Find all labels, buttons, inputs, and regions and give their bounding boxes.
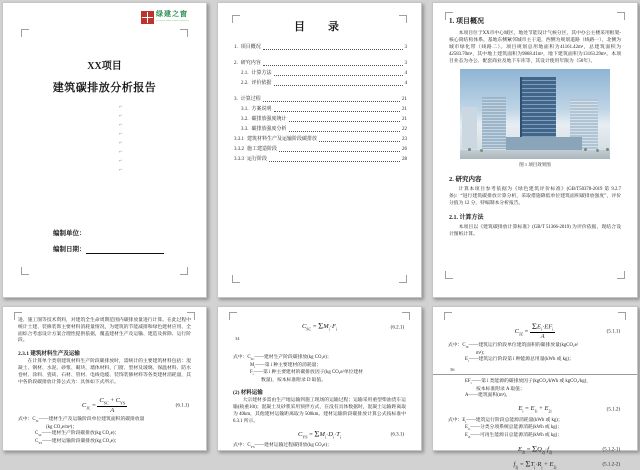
toc-entry-number: 3.3.1 <box>234 137 244 142</box>
text-boundary-mark <box>445 12 453 20</box>
toc-entry-title: 研究内容 <box>240 61 261 66</box>
text-boundary-mark <box>232 15 240 23</box>
formula-e2i: $E_{2i} = \Sigma Q_{2j}\cdot f_{2j}$ (5.1.2-1) <box>517 443 620 455</box>
tree-dots <box>468 148 471 151</box>
paragraph-mark: ↵ <box>119 113 123 118</box>
text-boundary-mark <box>180 267 188 275</box>
toc-entry-title: 评价依据 <box>251 81 272 86</box>
podium-shape <box>506 137 582 150</box>
toc-entry-title: 建筑材料生产及运输阶段碳排放 <box>247 137 318 142</box>
toc-entry-title: 计算过程 <box>240 97 261 102</box>
toc-entry-number: 1. <box>234 45 238 50</box>
heading-project-overview: 1. 项目概况 <box>449 17 484 25</box>
cover-title-report: 建筑碳排放分析报告 <box>52 82 157 94</box>
toc-entry-number: 3.3.3 <box>234 157 244 162</box>
toc-entry-page: 4 <box>404 71 407 76</box>
symbol-legend <box>448 343 622 365</box>
red-seal-logo-icon <box>141 11 154 24</box>
toc-entry[interactable] <box>234 61 407 66</box>
legend-line: 式中：$C_{JZ}——$建筑运行阶段单位建筑面积的碳排放量(kgCO₂e/ <box>448 343 579 350</box>
page-number: 36 <box>450 366 455 372</box>
toc-entry-number: 2. <box>234 61 238 66</box>
page-thumbnail-transport[interactable] <box>217 306 422 451</box>
heading-research-content: 2. 研究内容 <box>449 176 482 183</box>
toc-dot-leader <box>274 107 400 112</box>
legend-line: $M_i——$第 i 种主要建材的消耗量； <box>250 362 322 369</box>
toc-entry-page: 3 <box>404 61 407 66</box>
legend-line: A——建筑面积(m²)。 <box>465 393 511 399</box>
calc-method-paragraph: 本项目以《建筑碳排放计算标准》(GB/T 51366-2019) 为评价依据，现结合设计图纸计算。 <box>449 225 621 237</box>
toc-entry-number: 2.2. <box>241 81 249 86</box>
heading-calc-method: 2.1. 计算方法 <box>449 215 484 221</box>
field-unit-blank <box>86 232 120 238</box>
toc-entry-title: 项目概况 <box>240 45 261 50</box>
toc-entry-title: 方案说明 <box>251 107 272 112</box>
text-boundary-mark <box>445 271 453 279</box>
toc-entry[interactable] <box>234 81 407 86</box>
paragraph-mark: ↵ <box>119 167 123 172</box>
paragraph-mark: ↵ <box>119 131 123 136</box>
formula-ys: $C_{YS} = \Sigma M_i\cdot D_i\cdot T_i$ (6.3.1) <box>298 428 404 440</box>
toc-entry-number: 3.3. <box>241 127 249 132</box>
toc-dot-leader <box>289 127 400 132</box>
paragraph-mark: ↵ <box>119 158 123 163</box>
toc-entry-title: 碳排放强度分析 <box>251 127 287 132</box>
toc-entry[interactable] <box>234 157 407 162</box>
toc-entry-page: 21 <box>402 107 407 112</box>
paragraph-mark: ↵ <box>119 122 123 127</box>
toc-dot-leader <box>274 81 403 86</box>
legend-line: $E_{1i}——$分类分项系统总能源消耗(kWh 或 kg)； <box>465 425 563 432</box>
toc-entry-page: 21 <box>402 117 407 122</box>
continued-paragraph: 进、施工图等技术资料，对建筑全生命周期范围内碳排放量进行计算。在此过程中统计土建、装修装饰主要材料消耗量情况，为建筑的节能减排和绿色建材应用、全面综合考虑设计方案合理性提供依据，覆盖建材生产及运输、建造及拆除、运行阶段。 <box>18 318 191 344</box>
toc-dot-leader <box>263 97 400 102</box>
text-boundary-mark <box>229 312 237 320</box>
text-boundary-mark <box>617 12 625 20</box>
equation-number: (5.1.2-1) <box>602 447 620 453</box>
toc-entry-page: 23 <box>402 137 407 142</box>
company-logo <box>141 11 200 24</box>
research-paragraph: 计算本项目参考依据为《绿色建筑评价标准》(GB/T50378-2019 第 9.2.7 条)：“进行建筑碳排放计算分析，采取措施降低单位建筑面积碳排放强度”，评价分值为 12 分，特编制本分析报告。 <box>449 187 621 206</box>
field-unit-label: 编制单位： <box>53 230 86 237</box>
toc-entry-number: 3.3.2 <box>234 147 244 152</box>
equation-number: (5.1.1) <box>606 329 620 335</box>
legend-line: 式中：$C_{SC}——$建材生产阶段碳排放(kg CO₂e)； <box>233 355 332 361</box>
page-number: 34 <box>235 336 240 341</box>
ground-shape <box>460 150 610 159</box>
legend-line: $F_i——$第 i 种主要建材的碳排放因子(kg CO₂e/单位建材 <box>250 370 364 377</box>
field-unit <box>53 231 164 238</box>
text-boundary-mark <box>618 312 626 320</box>
formula-sc: $C_{SC} = \Sigma M_i\cdot F_i$ (6.2.1) <box>301 321 404 332</box>
toc-entry[interactable] <box>234 137 407 142</box>
toc-dot-leader <box>269 157 400 162</box>
equation-number: (5.1.2-2) <box>602 462 620 468</box>
toc-entry-page: 3 <box>404 45 407 50</box>
field-date-underline <box>86 247 164 254</box>
legend-line: $EF_i——$第 i 类能源的碳排放因子(kgCO₂/kWh 或 kgCO₂/kg)， <box>465 378 592 385</box>
legend-line: m²)； <box>476 350 488 356</box>
equation-number: (6.3.1) <box>390 432 404 438</box>
paragraph-mark: ↵ <box>119 140 123 145</box>
toc-entry[interactable] <box>234 147 407 152</box>
text-boundary-mark <box>617 271 625 279</box>
symbol-legend <box>18 417 191 446</box>
toc-dot-leader <box>289 117 400 122</box>
toc-entry[interactable] <box>234 117 407 122</box>
paragraph-mark: ↵ <box>119 149 123 154</box>
toc-entry-title: 碳排放强度统计 <box>251 117 287 122</box>
text-boundary-mark <box>444 312 452 320</box>
page-thumbnail-toc[interactable] <box>217 2 422 298</box>
heading-material-transport: (2) 材料运输 <box>233 390 263 397</box>
text-boundary-mark <box>399 275 407 283</box>
toc-entry[interactable] <box>234 127 407 132</box>
toc-entry-page: 21 <box>402 97 407 102</box>
project-rendering-image <box>460 69 610 159</box>
page-thumbnail-overview[interactable] <box>432 2 638 298</box>
building-shape <box>462 107 477 149</box>
legend-line: $E_{2i}——$可再生能源日总能源消耗(kWh 或 kg)； <box>465 432 563 439</box>
text-boundary-mark <box>402 312 410 320</box>
formula-f2j: $f_{2j} = \Sigma T_j\cdot R_j + E_{2j}$ (5.1.2-2) <box>513 458 620 470</box>
legend-line: $C_{SC}——$建材生产阶段碳排放(kg CO₂e)； <box>35 431 120 438</box>
toc-entry-page: 28 <box>402 157 407 162</box>
building-shape <box>482 97 506 149</box>
text-boundary-mark <box>21 267 29 275</box>
toc-entry-number: 3.1. <box>241 107 249 112</box>
page-break-rule <box>433 374 637 375</box>
symbol-legend <box>448 379 622 400</box>
toc-entry[interactable] <box>234 45 407 50</box>
legend-line: 式中：$E_i——$建筑运行阶段总能源消耗量(kWh 或 kg)； <box>448 417 563 424</box>
text-boundary-mark <box>180 29 188 37</box>
materials-paragraph: 在计算单个类别建筑材料生产阶段碳排放时，需统计的主要建筑材料包括：混凝土、钢材、水泥、砂浆、砌块、墙体材料、门窗、型材及玻璃、保温材料、防水卷材、涂料、瓷砖、石材、管材、电线电缆、装饰装修材料等各类建材消耗量，其中各阶段碳排放计算公式为：具体如下式所示。 <box>18 359 191 385</box>
toc-entry-number: 2.1. <box>241 71 249 76</box>
transport-paragraph: 大宗建材多需由生产地运输到施工现场的运输过程；运输采用重型柴油货车运输(载重10t)；混凝土及砂浆采用预拌方式，在没有具体数据时，混凝土运输距离取为 40km，其他建材运输距离取为 500km。建材运输阶段碳排放计算公式按标准中 6.3.1 所示。 <box>233 398 406 424</box>
legend-line: 数量)，按本标准附录 D 取值。 <box>261 377 327 383</box>
cover-title-project: XX项目 <box>87 61 122 72</box>
toc-entry-number: 3. <box>234 97 238 102</box>
legend-line: $C_{YS}——$建材运输阶段碳排放(kg CO₂e)； <box>35 438 120 445</box>
text-boundary-mark <box>187 312 195 320</box>
toc-entry-page: 26 <box>402 147 407 152</box>
toc-entry-title: 计算方法 <box>251 71 272 76</box>
logo-name: 绿建之窗 <box>156 11 188 18</box>
figure-caption: 图 1 项目效果图 <box>519 162 551 167</box>
paragraph-mark: ↵ <box>119 104 123 109</box>
formula-jz: $C_{JZ}$ = $\frac{\Sigma E_i\cdot EF_i}{A}$ (5.1.1) <box>514 321 620 341</box>
page-thumbnail-operation[interactable] <box>432 306 638 470</box>
legend-line: 按本标准附录 A 取值； <box>476 386 525 392</box>
toc-dot-leader <box>274 71 403 76</box>
toc-dot-leader <box>263 45 403 50</box>
toc-entry-page: 22 <box>402 127 407 132</box>
toc-dot-leader <box>279 147 400 152</box>
symbol-legend <box>448 418 622 441</box>
legend-line: 式中：$C_{JC}——$建材生产及运输阶段单位建筑面积的碳排放量 <box>18 417 145 424</box>
toc-title: 目 录 <box>294 21 345 33</box>
logo-tagline-dots: ···························· <box>156 19 189 24</box>
text-boundary-mark <box>399 15 407 23</box>
field-date-label: 编制日期： <box>53 246 86 253</box>
equation-number: (6.2.1) <box>390 325 404 331</box>
toc-entry[interactable] <box>234 107 407 112</box>
toc-entry-title: 运行阶段 <box>247 157 268 162</box>
cover-fields <box>53 231 164 263</box>
legend-line: (kg CO₂e/m²)； <box>46 424 77 430</box>
legend-line: 式中：$C_{YS}——$建材运输过程碳排放(kg CO₂e)； <box>233 443 332 450</box>
toc-entry[interactable] <box>234 97 407 102</box>
toc-dot-leader <box>319 137 400 142</box>
page-thumbnail-cover[interactable] <box>2 2 207 298</box>
toc-list <box>234 45 407 162</box>
toc-entry[interactable] <box>234 71 407 76</box>
equation-number: (6.1.1) <box>175 403 189 409</box>
formula-jc: $C_{JC}$ = $\frac{C_{SC} + C_{YS}}{A}$ (6.1.1) <box>81 397 189 415</box>
formula-ei: $E_i = E_{1i} + E_{2i}$ (5.1.2) <box>518 404 620 414</box>
text-boundary-mark <box>21 29 29 37</box>
legend-line: $E_i——$建筑运行阶段第 i 种能源总用量(kWh 或 kg)； <box>465 357 574 364</box>
symbol-legend <box>233 355 406 384</box>
toc-entry-page: 4 <box>404 81 407 86</box>
toc-entry-number: 3.2. <box>241 117 249 122</box>
page-thumbnail-materials[interactable] <box>2 306 207 451</box>
field-date <box>53 247 164 254</box>
equation-number: (5.1.2) <box>606 407 620 413</box>
text-boundary-mark <box>232 275 240 283</box>
heading-materials: 2.3.1 建筑材料生产及运输 <box>18 351 80 358</box>
empty-paragraph-marks <box>119 105 122 172</box>
overview-paragraph: 本项目位于XX市中心城区，地处节能设计气候分区，其中办公主楼采用框架-核心筒结构体系。基地东侧紧邻城市主干道，西侧为规划道路（线路一），北侧为城市绿化带（线路二）。项目规划总用地面积为41161.42m²，总建筑面积为42583.70m²，其中地上建筑面积为9868.41m²，地下建筑面积为13163.29m²。本项目业态为办公、配套商业及地下车库等，其设计使用年限为（50年）。 <box>449 31 621 64</box>
toc-dot-leader <box>263 61 403 66</box>
toc-entry-title: 施工建造阶段 <box>247 147 278 152</box>
text-boundary-mark <box>14 312 22 320</box>
